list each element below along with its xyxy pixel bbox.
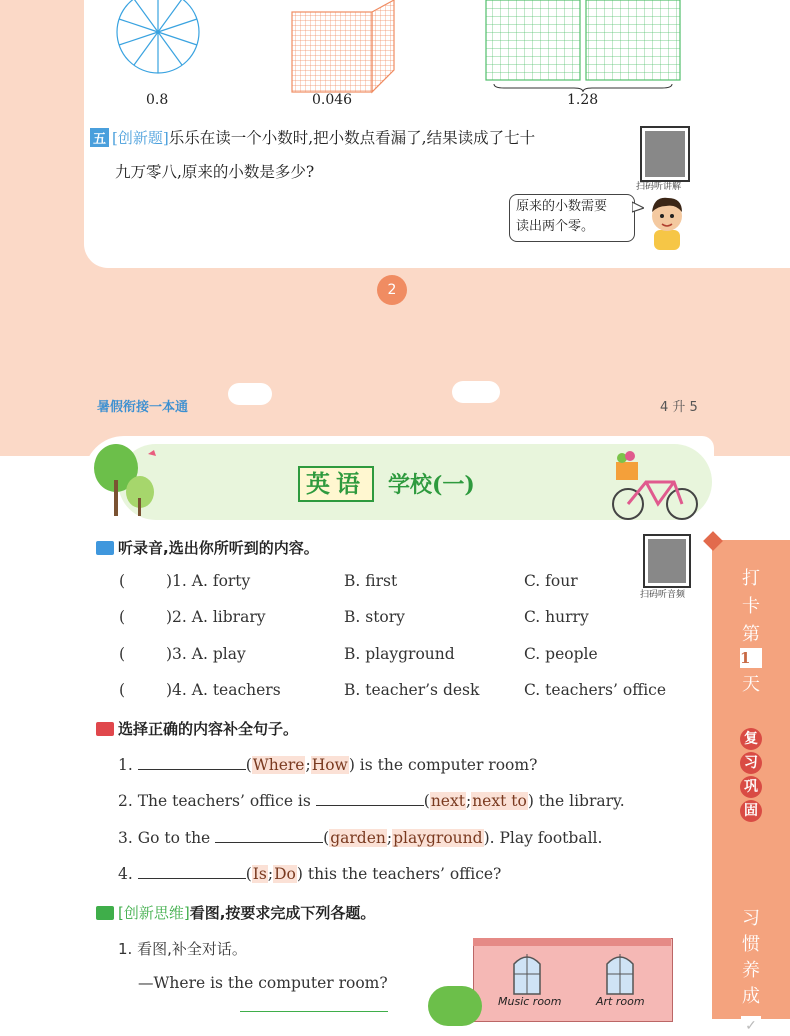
- s1-item-4-paren: (: [119, 681, 126, 699]
- qr-code-explanation[interactable]: [642, 128, 688, 180]
- s2-s3-option-1[interactable]: garden: [330, 829, 386, 847]
- s1-item-3-option-b[interactable]: B. playground: [344, 645, 455, 663]
- grid-value-label: 1.28: [567, 92, 599, 108]
- daily-checkin-sidebar: [712, 540, 790, 1034]
- s1-item-1-paren: (: [119, 572, 126, 590]
- s2-sentence-2: 2. The teachers’ office is (next;next to) the library.: [118, 792, 625, 810]
- s1-item-4-num: )4. A. teachers: [166, 681, 281, 699]
- review-char-2: 习: [740, 752, 762, 774]
- subject-english-label: 英语: [298, 466, 374, 502]
- review-char-1: 复: [740, 728, 762, 750]
- review-char-3: 巩: [740, 776, 762, 798]
- art-room-window: [605, 950, 635, 996]
- section-3-tag: [创新思维]: [118, 904, 190, 922]
- cube-grid-figure: [290, 0, 400, 94]
- lesson-title: 学校(一): [388, 472, 475, 498]
- innovation-tag: [创新题]: [112, 129, 169, 147]
- building-roof: [473, 938, 671, 946]
- s3-answer-line[interactable]: [240, 1011, 388, 1012]
- question-5-text-line1: 乐乐在读一个小数时,把小数点看漏了,结果读成了七十: [168, 129, 536, 147]
- s1-item-4-option-b[interactable]: B. teacher’s desk: [344, 681, 480, 699]
- s1-item-2-option-b[interactable]: B. story: [344, 608, 405, 626]
- review-char-4: 固: [740, 800, 762, 822]
- book-title: 暑假衔接一本通: [97, 400, 189, 415]
- s2-s1-option-2[interactable]: How: [311, 756, 348, 774]
- question-5-text-line2: 九万零八,原来的小数是多少?: [115, 163, 315, 181]
- section-3-badge-icon: [96, 906, 114, 920]
- qr-label-audio: 扫码听音频: [640, 590, 686, 600]
- s1-item-3-option-a[interactable]: A. play: [191, 645, 246, 663]
- tree-illustration: [92, 440, 162, 520]
- speech-bubble: [509, 194, 635, 242]
- school-building-illustration: [473, 938, 673, 1022]
- s2-s2-option-2[interactable]: next to: [472, 792, 527, 810]
- habit-checkbox[interactable]: ✓: [741, 1016, 761, 1036]
- music-room-label: Music room: [498, 995, 562, 1008]
- s2-s3-option-2[interactable]: playground: [393, 829, 483, 847]
- habit-char-2: 惯: [742, 934, 760, 955]
- s2-s1-blank[interactable]: [138, 755, 246, 770]
- s2-s4-option-2[interactable]: Do: [274, 865, 296, 883]
- s2-s4-option-1[interactable]: Is: [252, 865, 267, 883]
- bubble-tail: [632, 198, 644, 214]
- grid-squares-figure: [484, 0, 684, 92]
- section-2-heading: [96, 718, 298, 739]
- page-number-badge: 2: [377, 275, 407, 305]
- s1-item-1-option-c[interactable]: C. four: [524, 572, 578, 590]
- question-5-line1: [90, 126, 535, 148]
- bush-illustration: [428, 986, 482, 1026]
- s1-item-2-option-c[interactable]: C. hurry: [524, 608, 589, 626]
- s1-item-3-paren: (: [119, 645, 126, 663]
- checkin-char-1: 打: [742, 568, 760, 589]
- checkin-char-2: 卡: [742, 596, 760, 617]
- habit-char-4: 成: [742, 986, 760, 1007]
- section-1-title: 听录音,选出你所听到的内容。: [118, 539, 319, 557]
- section-1-heading: [96, 537, 319, 558]
- qr-code-audio[interactable]: [645, 536, 689, 586]
- question-5-badge: 五: [90, 128, 109, 147]
- cloud-decoration-right: [452, 381, 500, 403]
- s1-item-3-num: )3. A. play: [166, 645, 246, 663]
- s2-s4-blank[interactable]: [138, 864, 246, 879]
- s2-sentence-1: 1. (Where;How) is the computer room?: [118, 756, 538, 774]
- s1-item-2-paren: (: [119, 608, 126, 626]
- grade-label: 4 升 5: [660, 400, 698, 415]
- s3-dialog-line-1: —Where is the computer room?: [138, 974, 388, 992]
- qr-label-explanation: 扫码听讲解: [636, 182, 682, 192]
- s1-item-4-option-a[interactable]: A. teachers: [191, 681, 281, 699]
- day-char: 天: [742, 674, 760, 695]
- bubble-line1: 原来的小数需要: [516, 199, 608, 214]
- boy-avatar: [644, 192, 690, 250]
- circle-fraction-figure: [114, 0, 204, 80]
- s1-item-2-num: )2. A. library: [166, 608, 266, 626]
- s1-item-4-option-c[interactable]: C. teachers’ office: [524, 681, 667, 699]
- s1-item-1-option-b[interactable]: B. first: [344, 572, 398, 590]
- bicycle-illustration: [608, 448, 702, 524]
- s2-s2-blank[interactable]: [316, 791, 424, 806]
- s2-s1-option-1[interactable]: Where: [252, 756, 305, 774]
- s2-s2-option-1[interactable]: next: [430, 792, 465, 810]
- music-room-window: [512, 950, 542, 996]
- section-2-badge-icon: [96, 722, 114, 736]
- section-2-title: 选择正确的内容补全句子。: [118, 720, 299, 738]
- s3-subquestion-1: 1. 看图,补全对话。: [118, 940, 247, 958]
- s1-item-1-option-a[interactable]: A. forty: [191, 572, 251, 590]
- section-3-heading: [96, 902, 375, 923]
- s2-s3-blank[interactable]: [215, 828, 323, 843]
- cube-value-label: 0.046: [312, 92, 353, 108]
- day-number: 1: [740, 648, 762, 668]
- checkin-char-3: 第: [742, 624, 760, 645]
- art-room-label: Art room: [596, 995, 645, 1008]
- bubble-line2: 读出两个零。: [516, 219, 595, 234]
- s2-sentence-4: 4. (Is;Do) this the teachers’ office?: [118, 865, 502, 883]
- s1-item-3-option-c[interactable]: C. people: [524, 645, 598, 663]
- s1-item-1-num: )1. A. forty: [166, 572, 251, 590]
- circle-value-label: 0.8: [146, 92, 169, 108]
- cloud-decoration-left: [228, 383, 272, 405]
- section-3-title: 看图,按要求完成下列各题。: [189, 904, 376, 922]
- habit-char-3: 养: [742, 960, 760, 981]
- s2-sentence-3: 3. Go to the (garden;playground). Play football.: [118, 829, 603, 847]
- s1-item-2-option-a[interactable]: A. library: [191, 608, 266, 626]
- section-1-badge-icon: [96, 541, 114, 555]
- habit-char-1: 习: [742, 908, 760, 929]
